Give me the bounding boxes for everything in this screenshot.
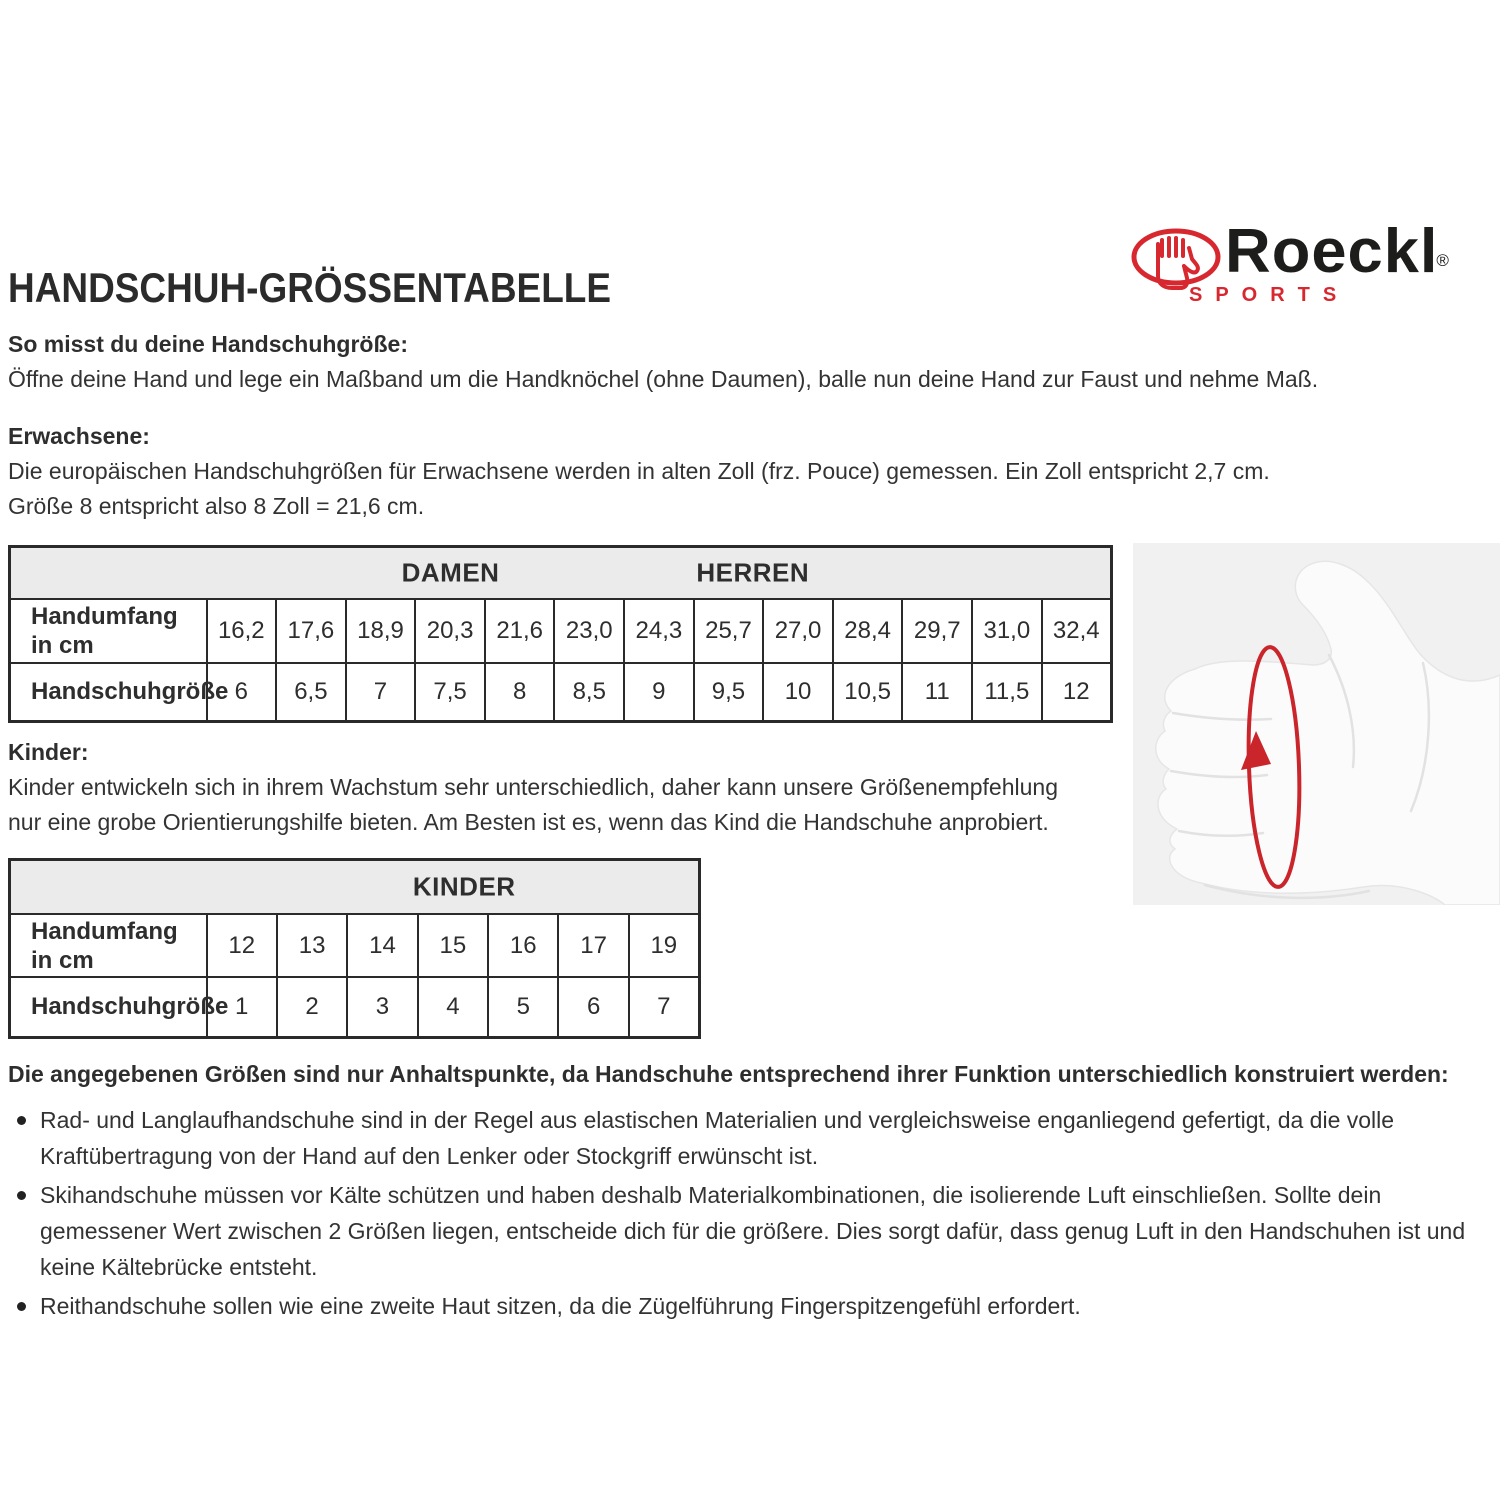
circumference-label: Handumfang [31, 603, 178, 630]
hand-measurement-figure [1133, 543, 1500, 905]
measure-instructions-section [8, 326, 1476, 397]
children-table-group-header-row [10, 860, 700, 915]
children-size-row [10, 977, 700, 1038]
table-cell: 29,7 [902, 599, 972, 663]
table-cell: 1 [207, 977, 277, 1038]
table-cell: 11,5 [972, 663, 1042, 722]
list-item: Skihandschuhe müssen vor Kälte schützen und haben deshalb Materialkombinationen, die isolierende Luft einschließen. Sollte dein gemessener Wert zwischen 2 Größen liegen, entscheide dich für die größere. Dies sorgt dafür, dass genug Luft in den Handschuhen ist und keine Kältebrücke entsteht. [8, 1177, 1490, 1285]
table-cell: 9,5 [694, 663, 764, 722]
bullet-icon [17, 1302, 26, 1311]
table-cell: 7 [346, 663, 416, 722]
kinder-group-header: KINDER [412, 871, 516, 902]
table-cell: 7,5 [415, 663, 485, 722]
table-cell: 23,0 [554, 599, 624, 663]
circumference-label: Handumfang [31, 917, 178, 945]
adults-heading: Erwachsene: [8, 423, 150, 449]
bullet-icon [17, 1116, 26, 1125]
table-cell: 12 [1042, 663, 1112, 722]
table-cell: 32,4 [1042, 599, 1112, 663]
table-cell: 17,6 [276, 599, 346, 663]
table-cell: 10,5 [833, 663, 903, 722]
table-cell: 10 [763, 663, 833, 722]
table-cell: 6 [558, 977, 628, 1038]
table-cell: 25,7 [694, 599, 764, 663]
adults-text-line1: Die europäischen Handschuhgrößen für Erwachsene werden in alten Zoll (frz. Pouce) gemessen. Ein Zoll entspricht 2,7 cm. [8, 458, 1270, 484]
notes-bullet-list [8, 1102, 1490, 1324]
adult-table-group-header-row [10, 547, 1112, 600]
table-cell: 3 [347, 977, 417, 1038]
table-cell: 17 [558, 914, 628, 977]
table-cell: 16 [488, 914, 558, 977]
table-cell: 8,5 [554, 663, 624, 722]
size-label: Handschuhgröße [10, 977, 207, 1038]
table-cell: 15 [418, 914, 488, 977]
children-heading: Kinder: [8, 739, 89, 765]
adult-size-row [10, 663, 1112, 722]
table-cell: 13 [277, 914, 347, 977]
brand-subtitle: SPORTS [1189, 284, 1350, 306]
table-cell: 6 [207, 663, 277, 722]
notes-heading: Die angegebenen Größen sind nur Anhaltspunkte, da Handschuhe entsprechend ihrer Funktion unterschiedlich konstruiert werden: [8, 1061, 1449, 1087]
table-cell: 31,0 [972, 599, 1042, 663]
brand-logo [1131, 217, 1491, 308]
table-cell: 28,4 [833, 599, 903, 663]
damen-group-header: DAMEN [401, 557, 500, 588]
list-item: Rad- und Langlaufhandschuhe sind in der Regel aus elastischen Materialien und vergleichsweise enganliegend gefertigt, da die volle Kraftübertragung von der Hand auf den Lenker oder Stockgriff erwünscht ist. [8, 1102, 1490, 1174]
table-cell: 21,6 [485, 599, 555, 663]
intro-text: Öffne deine Hand und lege ein Maßband um die Handknöchel (ohne Daumen), balle nun deine Hand zur Faust und nehme Maß. [8, 366, 1319, 392]
list-item: Reithandschuhe sollen wie eine zweite Haut sitzen, da die Zügelführung Fingerspitzengefühl erfordert. [8, 1288, 1490, 1324]
page-title: HANDSCHUH-GRÖSSENTABELLE [8, 264, 612, 311]
table-cell: 11 [902, 663, 972, 722]
adult-size-table [8, 545, 1113, 723]
table-cell: 2 [277, 977, 347, 1038]
table-cell: 4 [418, 977, 488, 1038]
table-cell: 12 [207, 914, 277, 977]
table-cell: 20,3 [415, 599, 485, 663]
children-circumference-row: Handumfang in cm 12 13 14 15 16 17 19 [10, 914, 700, 977]
intro-heading: So misst du deine Handschuhgröße: [8, 331, 408, 357]
children-text: Kinder entwickeln sich in ihrem Wachstum sehr unterschiedlich, daher kann unsere Größenempfehlung nur eine grobe Orientierungshilfe bieten. Am Besten ist es, wenn das Kind die Handschuhe anprobiert. [8, 774, 1059, 835]
table-cell: 14 [347, 914, 417, 977]
hand-measurement-photo-icon [1133, 543, 1500, 905]
size-label: Handschuhgröße [10, 663, 207, 722]
table-cell: 7 [629, 977, 699, 1038]
adults-text-line2: Größe 8 entspricht also 8 Zoll = 21,6 cm. [8, 493, 425, 519]
children-size-table [8, 858, 701, 1039]
registered-mark: ® [1436, 251, 1449, 270]
table-cell: 9 [624, 663, 694, 722]
table-cell: 24,3 [624, 599, 694, 663]
herren-group-header: HERREN [696, 557, 810, 588]
table-cell: 16,2 [207, 599, 277, 663]
adults-section [8, 418, 1476, 524]
bullet-icon [17, 1191, 26, 1200]
table-cell: 6,5 [276, 663, 346, 722]
notes-section [8, 1056, 1490, 1327]
table-cell: 19 [629, 914, 699, 977]
table-cell: 5 [488, 977, 558, 1038]
table-cell: 18,9 [346, 599, 416, 663]
table-cell: 8 [485, 663, 555, 722]
adult-circumference-row: Handumfang in cm 16,2 17,6 18,9 20,3 21,6 23,0 24,3 25,7 27,0 28,4 29,7 31,0 32,4 [10, 599, 1112, 663]
brand-name: Roeckl [1225, 217, 1439, 286]
table-cell: 27,0 [763, 599, 833, 663]
